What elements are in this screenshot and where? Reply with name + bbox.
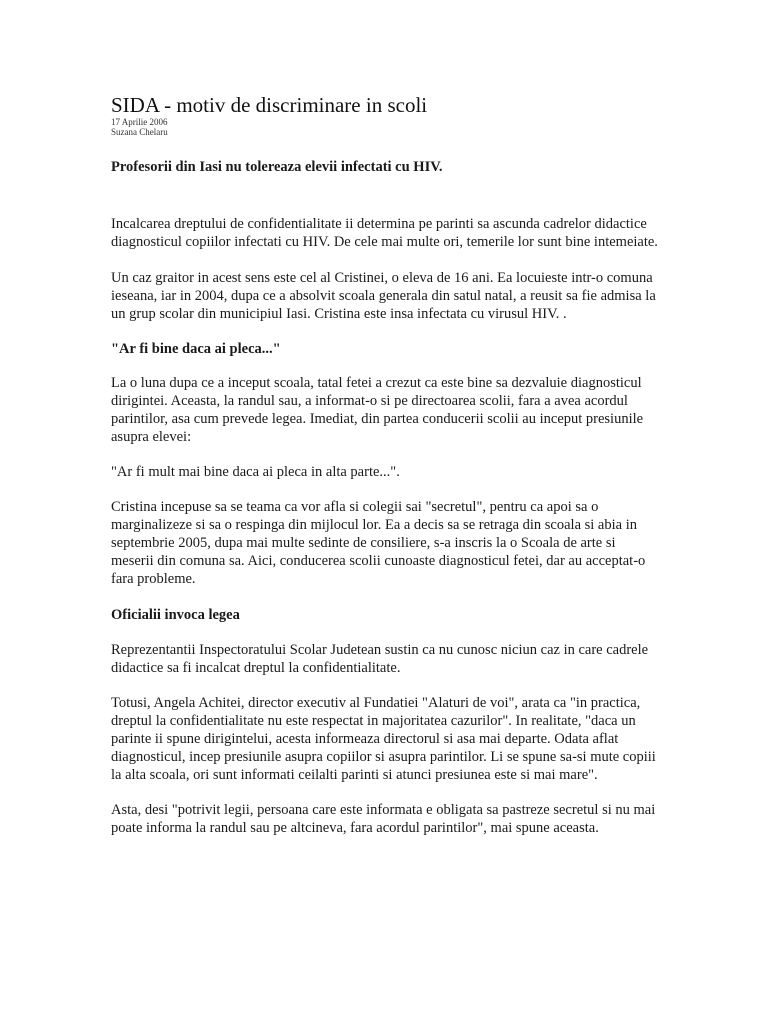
article-title: SIDA - motiv de discriminare in scoli <box>111 93 428 117</box>
paragraph-7: Asta, desi "potrivit legii, persoana care este informata e obligata sa pastreze secretul si nu mai poate informa la randul sau pe altcineva, fara acordul parintilor", mai spune aceasta. <box>111 802 656 836</box>
article-date: 17 Aprilie 2006 <box>111 117 168 127</box>
quote-paragraph: "Ar fi mult mai bine daca ai pleca in alta parte...". <box>111 464 400 480</box>
paragraph-6: Totusi, Angela Achitei, director executiv al Fundatiei "Alaturi de voi", arata ca "in practica, dreptul la confidentialitate nu este respectat in majoritatea cazurilor". In realitate, "daca un parinte ii spune dirigintelui, acesta informeaza directorul si asa mai departe. Odata aflat diagnosticul, incep presiunile asupra copiilor si asupra parintilor. Li se spune sa-si mute copiii la alta scoala, ori sunt informati ceilalti parinti si atunci presiunea este si mai mare". <box>111 695 656 783</box>
article-author: Suzana Chelaru <box>111 127 168 137</box>
paragraph-2: Un caz graitor in acest sens este cel al Cristinei, o eleva de 16 ani. Ea locuieste intr-o comuna ieseana, iar in 2004, dupa ce a absolvit scoala generala din satul natal, a reusit sa fie admisa la un grup scolar din municipiul Iasi. Cristina este insa infectata cu virusul HIV. . <box>111 270 656 322</box>
paragraph-3: La o luna dupa ce a inceput scoala, tatal fetei a crezut ca este bine sa dezvaluie diagnosticul dirigintei. Aceasta, la randul sau, a informat-o si pe directoarea scolii, fara a avea acordul parintilor, asa cum prevede legea. Imediat, din partea conducerii scolii au inceput presiunile asupra elevei: <box>111 375 644 445</box>
article-lead: Profesorii din Iasi nu tolereaza elevii infectati cu HIV. <box>111 159 443 175</box>
article <box>111 93 658 837</box>
paragraph-4: Cristina incepuse sa se teama ca vor afla si colegii sai "secretul", pentru ca apoi sa o marginalizeze si sa o respinga din mijlocul lor. Ea a decis sa se retraga din scoala si abia in septembrie 2005, dupa mai multe sedinte de consiliere, s-a inscris la o Scoala de arte si meserii din comuna sa. Aici, conducerea scolii cunoaste diagnosticul fetei, dar au acceptat-o fara probleme. <box>111 499 646 587</box>
subheading-1: "Ar fi bine daca ai pleca..." <box>111 341 281 357</box>
subheading-2: Oficialii invoca legea <box>111 607 240 623</box>
paragraph-1: Incalcarea dreptului de confidentialitate ii determina pe parinti sa ascunda cadrelor didactice diagnosticul copiilor infectati cu HIV. De cele mai multe ori, temerile lor sunt bine intemeiate. <box>111 216 658 250</box>
paragraph-5: Reprezentantii Inspectoratului Scolar Judetean sustin ca nu cunosc niciun caz in care cadrele didactice sa fi incalcat dreptul la confidentialitate. <box>111 642 649 676</box>
